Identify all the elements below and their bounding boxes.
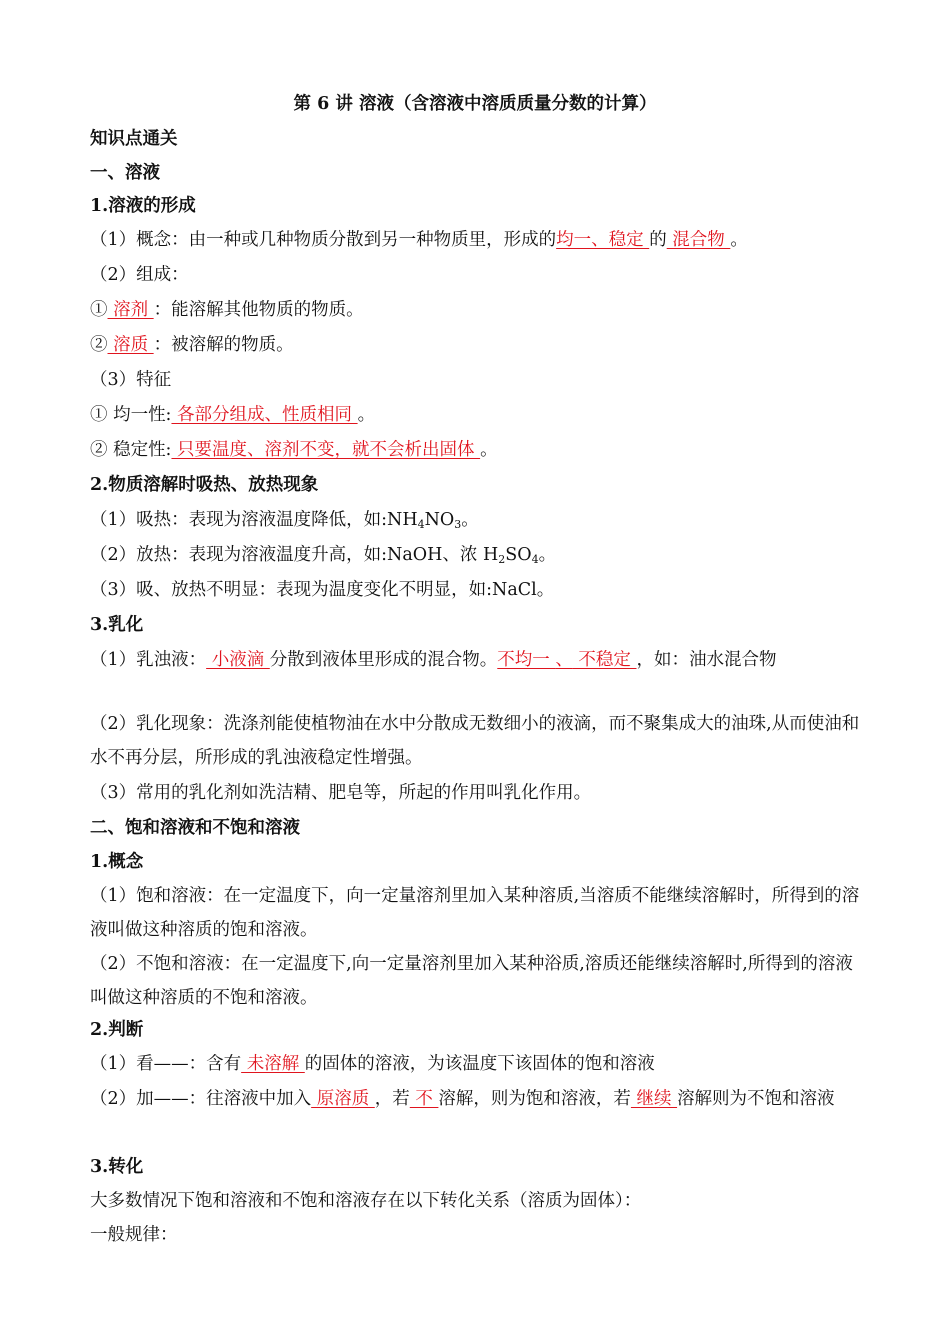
punctuation: 。 <box>538 545 557 565</box>
add-text: ，若 <box>374 1089 410 1109</box>
answer-blank: 均一、稳定 <box>556 230 650 250</box>
phenomenon-paragraph: （2）乳化现象：洗涤剂能使植物油在水中分散成无数细小的液滴，而不聚集成大的油珠,从而使油和水不再分层，所形成的乳浊液稳定性增强。 <box>90 714 860 768</box>
s2-sub2-heading: 2.判断 <box>90 1020 144 1040</box>
answer-blank: 混合物 <box>666 230 731 250</box>
answer-blank: 不 <box>409 1089 439 1109</box>
absorb-text: （1）吸热：表现为溶液温度降低，如:NH <box>90 510 418 530</box>
answer-separator: 、 <box>555 650 573 670</box>
add-paragraph <box>90 1082 862 1116</box>
emulsion-text: ，如：油水混合物 <box>636 650 777 670</box>
look-text: （1）看——：含有 <box>90 1054 242 1074</box>
absorb-line <box>90 509 862 536</box>
answer-blank: 继续 <box>630 1089 678 1109</box>
release-text: （2）放热：表现为溶液温度升高，如:NaOH、浓 H <box>90 545 499 565</box>
s1-sub3-heading: 3.乳化 <box>90 615 144 635</box>
add-text: 溶解，则为饱和溶液，若 <box>438 1089 631 1109</box>
s2-sub3-heading: 3.转化 <box>90 1157 144 1177</box>
stable-line <box>90 439 862 461</box>
neutral-line: （3）吸、放热不明显：表现为温度变化不明显，如:NaCl。 <box>90 580 555 600</box>
page-title: 第 6 讲 溶液（含溶液中溶质质量分数的计算） <box>293 94 657 114</box>
solute-line <box>90 334 862 356</box>
uniform-label: ① 均一性: <box>90 405 172 425</box>
solute-text: ：被溶解的物质。 <box>153 335 294 355</box>
emulsion-text: （1）乳浊液： <box>90 650 207 670</box>
answer-blank: 不稳定 <box>572 650 637 670</box>
circled-number: ① <box>90 300 108 320</box>
s1-sub1-heading: 1.溶液的形成 <box>90 196 196 216</box>
general-rule: 一般规律： <box>90 1225 178 1245</box>
answer-blank: 溶剂 <box>107 300 154 320</box>
answer-blank: 溶质 <box>107 335 154 355</box>
concept-text: （1）概念：由一种或几种物质分散到另一种物质里，形成的 <box>90 230 557 250</box>
concept-text: 。 <box>730 230 748 250</box>
transform-intro: 大多数情况下饱和溶液和不饱和溶液存在以下转化关系（溶质为固体）： <box>90 1191 642 1211</box>
answer-blank: 只要温度、溶剂不变，就不会析出固体 <box>171 440 481 460</box>
features-label: （3）特征 <box>90 370 172 390</box>
heading-knowledge: 知识点通关 <box>90 129 178 149</box>
emulsion-paragraph <box>90 643 862 677</box>
emulsifier-line: （3）常用的乳化剂如洗洁精、肥皂等，所起的作用叫乳化作用。 <box>90 783 592 803</box>
solvent-text: ：能溶解其他物质的物质。 <box>153 300 364 320</box>
answer-blank: 未溶解 <box>241 1054 305 1074</box>
section1-heading: 一、溶液 <box>90 163 160 183</box>
release-line <box>90 544 862 571</box>
punctuation: 。 <box>461 510 479 530</box>
concept-line <box>90 229 862 251</box>
solvent-line <box>90 299 862 321</box>
composition-label: （2）组成： <box>90 265 189 285</box>
subscript: 4 <box>531 553 539 566</box>
s1-sub2-heading: 2.物质溶解时吸热、放热现象 <box>90 475 319 495</box>
add-text: （2）加——：往溶液中加入 <box>90 1089 312 1109</box>
subscript: 4 <box>417 518 425 531</box>
look-text: 的固体的溶液，为该温度下该固体的饱和溶液 <box>304 1054 655 1074</box>
punctuation: 。 <box>357 405 376 425</box>
answer-blank: 原溶质 <box>311 1089 375 1109</box>
unsaturated-paragraph: （2）不饱和溶液：在一定温度下,向一定量溶剂里加入某种浴质,溶质还能继续溶解时,所得到的溶液叫做这种溶质的不饱和溶液。 <box>90 954 853 1008</box>
stable-label: ② 稳定性: <box>90 440 172 460</box>
s2-sub1-heading: 1.概念 <box>90 852 144 872</box>
uniform-line <box>90 404 862 426</box>
answer-blank: 各部分组成、性质相同 <box>171 405 358 425</box>
look-line <box>90 1053 862 1075</box>
subscript: 3 <box>454 518 462 531</box>
answer-blank: 不均一 <box>497 650 556 670</box>
concept-text: 的 <box>649 230 667 250</box>
absorb-text: NO <box>424 510 455 530</box>
release-text: SO <box>505 545 532 565</box>
subscript: 2 <box>498 553 506 566</box>
circled-number: ② <box>90 335 108 355</box>
section2-heading: 二、饱和溶液和不饱和溶液 <box>90 818 300 838</box>
saturated-paragraph: （1）饱和溶液：在一定温度下，向一定量溶剂里加入某种溶质,当溶质不能继续溶解时，所得到的溶液叫做这种溶质的饱和溶液。 <box>90 886 860 940</box>
punctuation: 。 <box>480 440 498 460</box>
add-text: 溶解则为不饱和溶液 <box>677 1089 835 1109</box>
answer-blank: 小液滴 <box>206 650 270 670</box>
emulsion-text: 分散到液体里形成的混合物。 <box>269 650 498 670</box>
